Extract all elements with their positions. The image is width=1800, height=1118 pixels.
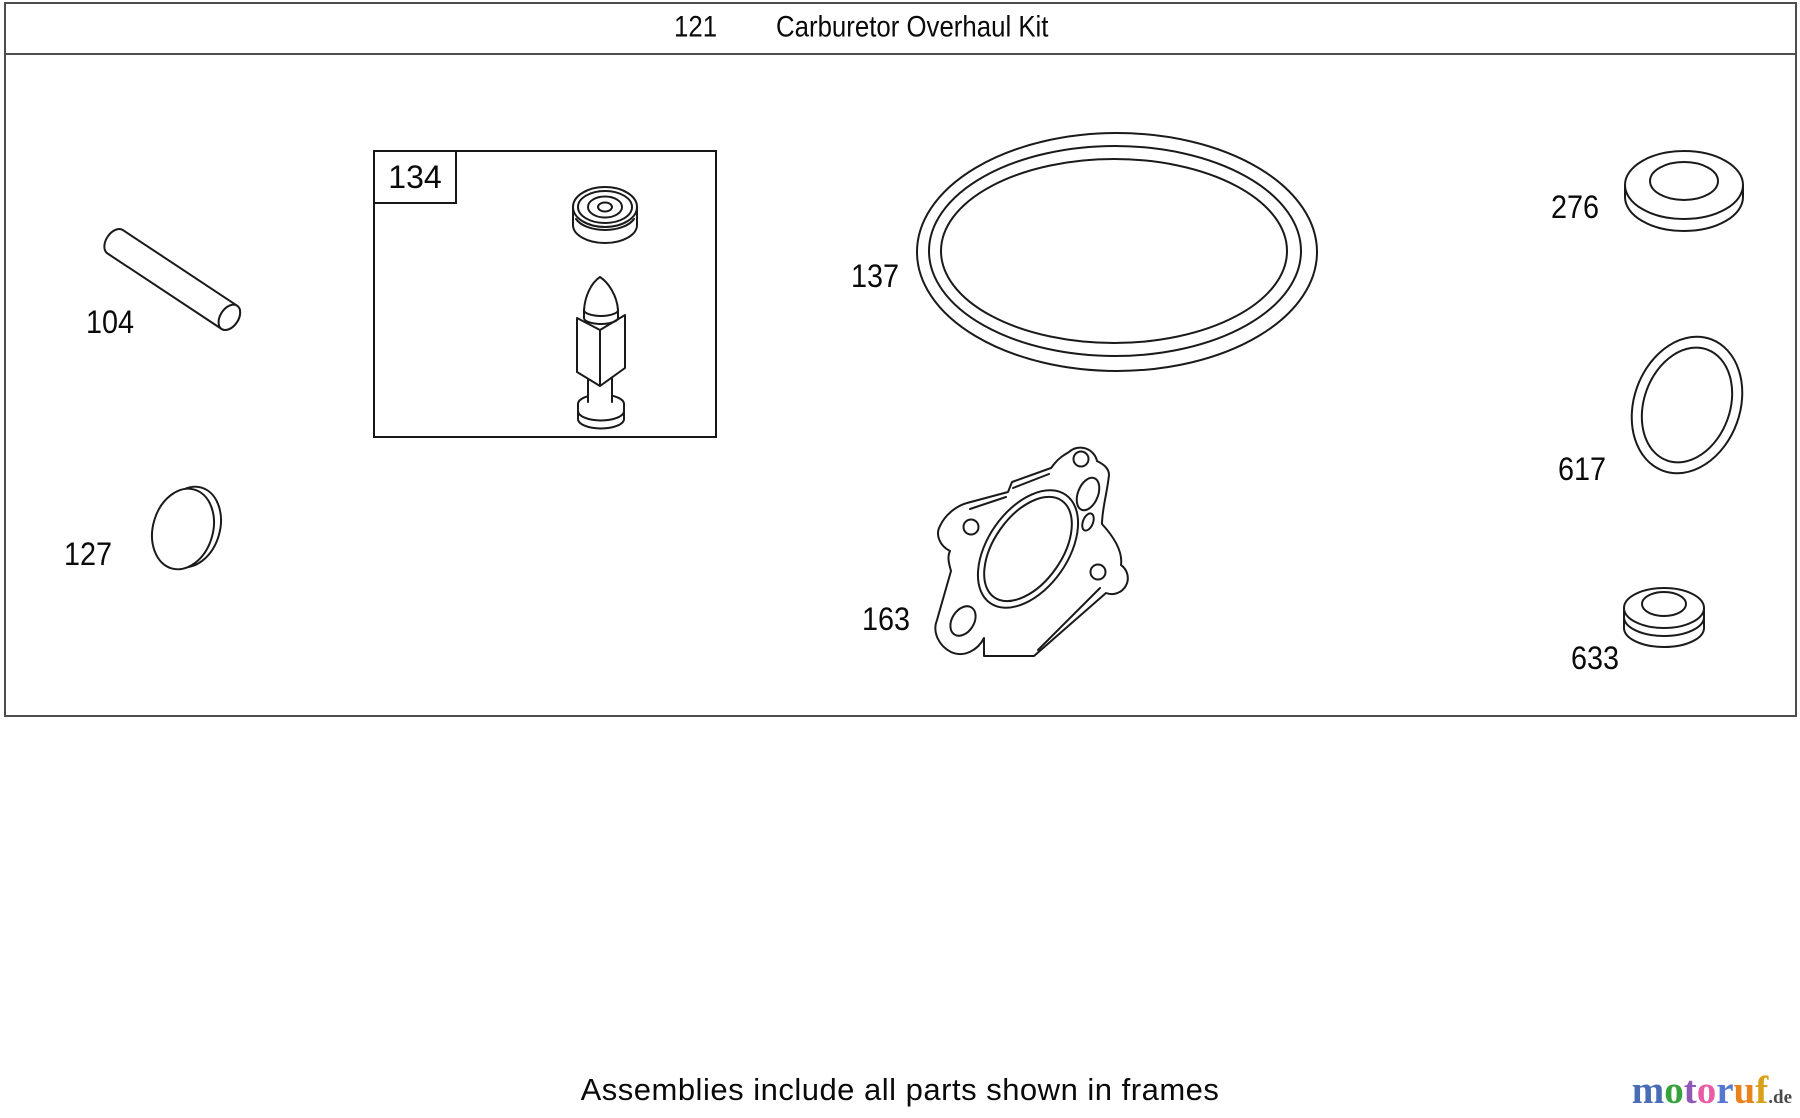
kit-part-number: 121 <box>674 10 718 44</box>
needle-valve-drawing <box>577 277 625 429</box>
sealing-washer-drawing <box>1625 151 1743 231</box>
logo-suffix: .de <box>1768 1087 1792 1108</box>
part-label-617: 617 <box>1558 451 1607 487</box>
motoruf-logo[interactable] <box>1632 1070 1792 1113</box>
logo-letter: o <box>1664 1069 1684 1112</box>
part-label-137: 137 <box>851 258 900 294</box>
welch-plug-drawing <box>143 479 230 576</box>
part-label-633: 633 <box>1571 640 1620 676</box>
logo-letter: m <box>1631 1069 1665 1112</box>
logo-letter: r <box>1716 1069 1734 1112</box>
logo-letter: o <box>1696 1069 1717 1112</box>
logo-letter: u <box>1733 1069 1756 1112</box>
bowl-gasket-drawing <box>917 133 1317 371</box>
assemblies-note: Assemblies include all parts shown in frames <box>580 1072 1220 1107</box>
seal-washer-drawing <box>1624 588 1704 647</box>
carburetor-gasket-drawing <box>935 448 1127 656</box>
part-label-134: 134 <box>375 152 457 204</box>
logo-letter: f <box>1755 1069 1769 1112</box>
o-ring-drawing <box>1613 321 1760 489</box>
needle-seat-drawing <box>573 187 637 243</box>
part-label-104: 104 <box>86 304 135 340</box>
part-label-276: 276 <box>1551 189 1600 225</box>
part-label-127: 127 <box>64 536 113 572</box>
kit-title: Carburetor Overhaul Kit <box>776 10 1049 44</box>
part-label-163: 163 <box>862 601 911 637</box>
logo-letter: t <box>1683 1069 1697 1112</box>
